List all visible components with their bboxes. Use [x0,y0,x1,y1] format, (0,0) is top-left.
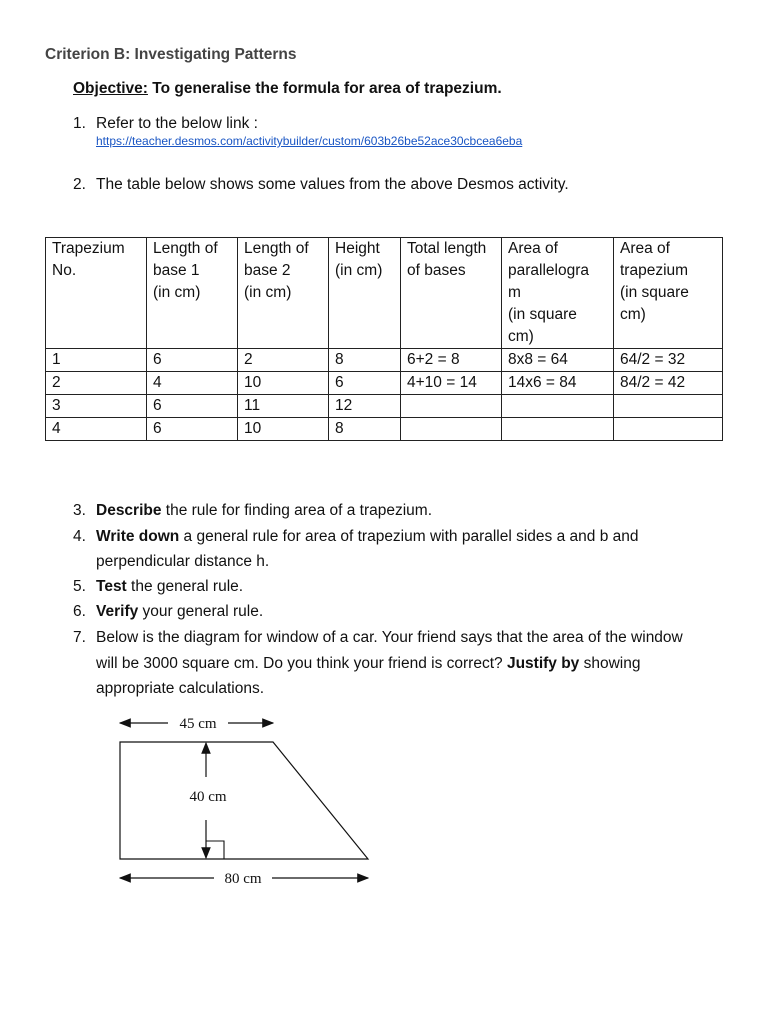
step-line [73,498,433,523]
table-row [46,349,723,372]
table-cell: 6 [147,349,238,372]
step-line [73,625,683,650]
header-line: (in cm) [335,262,383,279]
step-number: 2. [73,176,86,193]
table-header-cell [329,238,401,349]
table-cell: 6+2 = 8 [401,349,502,372]
header-line: base 2 [244,262,291,279]
table-cell: 8 [329,418,401,441]
table-cell: 3 [46,395,147,418]
header-line: base 1 [153,262,200,279]
step-rest: appropriate calculations. [96,680,265,697]
right-angle-mark [206,841,224,859]
step-line [73,599,264,624]
table-cell: 4 [147,372,238,395]
step-keyword: Describe [96,502,162,519]
header-line: (in square [508,306,577,323]
step-keyword: Verify [96,603,139,620]
step-rest: the rule for finding area of a trapezium. [161,502,433,519]
step-number: 6. [73,603,86,620]
header-line: trapezium [620,262,689,279]
step-rest: Below is the diagram for window of a car. Your friend says that the area of the window [96,629,683,646]
step-2 [73,172,569,197]
step-text [96,599,721,624]
table-row [46,395,723,418]
objective-line [73,80,502,98]
table-header-cell [147,238,238,349]
header-line: Area of [508,240,558,257]
step-rest: a general rule for area of trapezium with parallel sides a and b and [179,528,639,545]
table-cell [614,395,723,418]
header-line: Height [335,240,380,257]
step-text: Refer to the below link : [96,115,258,132]
trapezium-table [45,237,723,441]
table-cell: 4+10 = 14 [401,372,502,395]
header-line: Area of [620,240,670,257]
header-line: parallelogra [508,262,589,279]
table-cell: 6 [329,372,401,395]
table-cell: 12 [329,395,401,418]
step-line [73,574,244,599]
table-header-row [46,238,723,349]
step-text [96,625,721,650]
step-text [96,549,721,574]
header-line: m [508,284,521,301]
table-cell: 8 [329,349,401,372]
top-length-label: 45 cm [179,716,217,732]
step-line [73,549,270,574]
height-label: 40 cm [189,789,227,805]
step-number: 1. [73,115,86,132]
header-line: Length of [244,240,309,257]
header-line: Trapezium [52,240,125,257]
step-keyword: Justify by [506,655,580,672]
objective-text: To generalise the formula for area of trapezium. [152,80,502,97]
table-header-cell [46,238,147,349]
header-line: cm) [620,306,646,323]
step-rest: perpendicular distance h. [96,553,270,570]
step-text [96,498,721,523]
table-cell [401,418,502,441]
table-cell: 8x8 = 64 [502,349,614,372]
step-rest: your general rule. [138,603,264,620]
table-cell: 2 [46,372,147,395]
table-cell: 84/2 = 42 [614,372,723,395]
header-line: Total length [407,240,487,257]
table-cell: 10 [238,418,329,441]
table-cell: 6 [147,418,238,441]
table-cell [614,418,723,441]
table-cell: 64/2 = 32 [614,349,723,372]
step-number: 3. [73,502,86,519]
step-number: 5. [73,578,86,595]
table-cell: 11 [238,395,329,418]
header-line: cm) [508,328,534,345]
criterion-heading: Criterion B: Investigating Patterns [45,46,297,63]
table-header-cell [502,238,614,349]
step-1 [73,111,258,136]
table-cell: 10 [238,372,329,395]
step-text [96,574,721,599]
step-line [73,524,639,549]
header-line: (in cm) [244,284,292,301]
header-line: Length of [153,240,218,257]
step-number: 7. [73,629,86,646]
table-cell: 14x6 = 84 [502,372,614,395]
table-header-cell [401,238,502,349]
table-cell: 4 [46,418,147,441]
step-number: 4. [73,528,86,545]
header-line: (in cm) [153,284,201,301]
step-text [96,524,721,549]
car-window-diagram [110,705,390,895]
step-keyword: Test [96,578,127,595]
table-header-cell [238,238,329,349]
objective-label: Objective: [73,80,148,97]
step-keyword: Write down [96,528,180,545]
step-line [73,651,641,676]
step-rest: showing [579,655,641,672]
step-rest: will be 3000 square cm. Do you think your friend is correct? [96,655,507,672]
table-cell [401,395,502,418]
bottom-length-label: 80 cm [224,871,262,887]
table-cell [502,395,614,418]
table-cell: 1 [46,349,147,372]
table-cell [502,418,614,441]
table-cell: 2 [238,349,329,372]
table-cell: 6 [147,395,238,418]
step-rest: the general rule. [126,578,244,595]
header-line: No. [52,262,77,279]
desmos-link[interactable]: https://teacher.desmos.com/activitybuilder/custom/603b26be52ace30cbcea6eba [96,134,523,148]
step-text: The table below shows some values from the above Desmos activity. [96,176,569,193]
header-line: of bases [407,262,466,279]
table-header-cell [614,238,723,349]
step-text [96,651,721,676]
trapezium-shape [120,742,368,859]
table-row [46,372,723,395]
header-line: (in square [620,284,689,301]
table-row [46,418,723,441]
step-line [73,676,265,701]
step-text [96,676,721,701]
